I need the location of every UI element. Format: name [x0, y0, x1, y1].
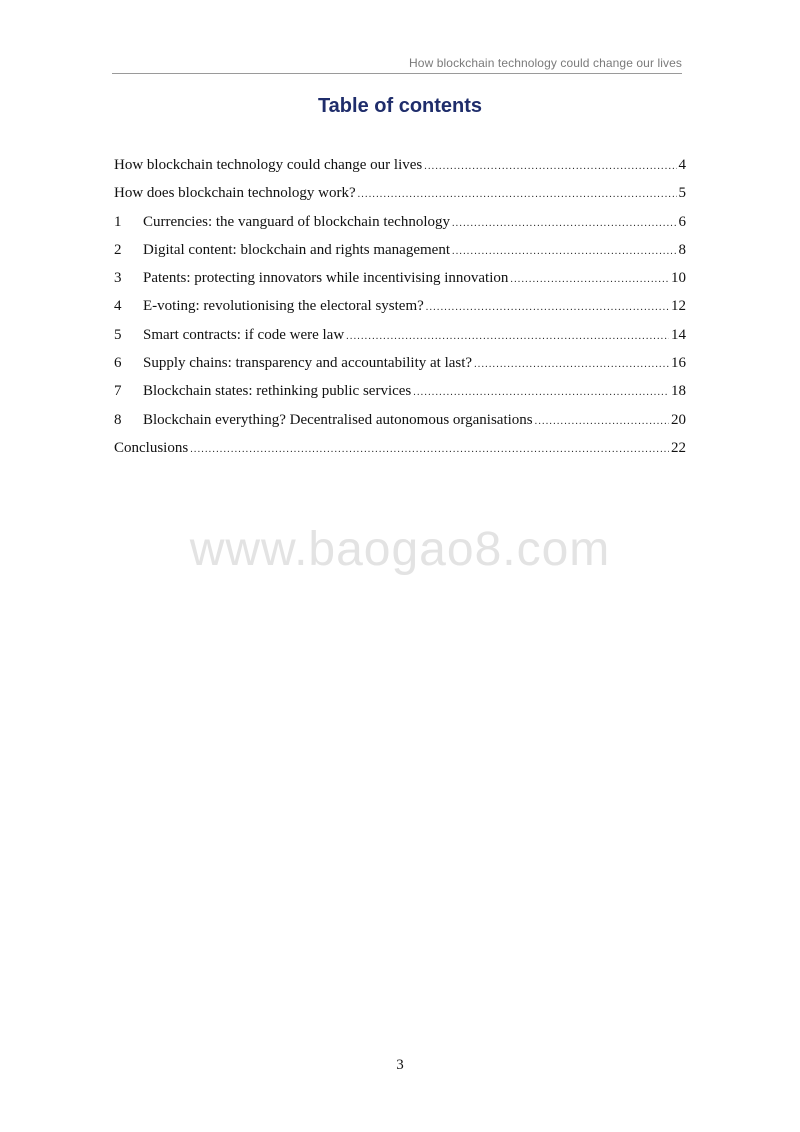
toc-entry-number: 5	[114, 326, 122, 343]
toc-entry[interactable]	[114, 182, 686, 210]
toc-page-number: 14	[671, 326, 686, 343]
toc-dot-leader	[535, 411, 669, 433]
toc-entry[interactable]	[114, 437, 686, 465]
toc-entry-title: E-voting: revolutionising the electoral system?	[143, 298, 424, 315]
toc-title: Table of contents	[317, 95, 483, 117]
toc-entry[interactable]	[114, 352, 686, 380]
toc-entry-title: Supply chains: transparency and accountability at last?	[143, 355, 473, 372]
toc-entry[interactable]	[114, 211, 686, 239]
toc-entry-title: Blockchain states: rethinking public services	[143, 383, 412, 400]
toc-dot-leader	[424, 156, 676, 178]
toc-dot-leader	[190, 439, 669, 461]
toc-entry[interactable]	[114, 324, 686, 352]
toc-dot-leader	[452, 241, 677, 263]
toc-page-number: 18	[671, 383, 686, 400]
toc-entry[interactable]	[114, 409, 686, 437]
toc-entry-number: 3	[114, 270, 122, 287]
toc-entry-title: Digital content: blockchain and rights management	[143, 241, 450, 258]
toc-entry[interactable]	[114, 154, 686, 182]
toc-dot-leader	[426, 297, 669, 319]
running-header: How blockchain technology could change our lives	[409, 56, 682, 70]
toc-page-number: 20	[671, 411, 686, 428]
toc-entry[interactable]	[114, 380, 686, 408]
toc-page-number: 5	[678, 185, 686, 202]
toc-page-number: 8	[678, 241, 686, 258]
toc-dot-leader	[413, 382, 669, 404]
header-rule	[112, 73, 682, 74]
toc-dot-leader	[346, 326, 669, 348]
toc-entry-title: Blockchain everything? Decentralised autonomous organisations	[143, 411, 533, 428]
toc-entry-title: Currencies: the vanguard of blockchain technology	[143, 213, 450, 230]
toc-entry-number: 2	[114, 241, 122, 258]
toc-entry-number: 6	[114, 355, 122, 372]
toc-entry-title: Smart contracts: if code were law	[143, 326, 345, 343]
toc-entry-title: Patents: protecting innovators while incentivising innovation	[143, 270, 509, 287]
toc-page-number: 4	[678, 157, 686, 173]
toc-dot-leader	[358, 184, 677, 206]
toc-entry-title: How does blockchain technology work?	[114, 185, 356, 202]
table-of-contents	[114, 154, 686, 465]
toc-page-number: 10	[671, 270, 686, 287]
toc-page-number: 6	[678, 213, 686, 230]
toc-entry-number: 4	[114, 298, 122, 315]
toc-dot-leader	[474, 354, 669, 376]
toc-entry[interactable]	[114, 295, 686, 323]
toc-entry-number: 7	[114, 383, 122, 400]
page-number: 3	[396, 1057, 404, 1073]
toc-entry-title: How blockchain technology could change our lives	[114, 157, 423, 173]
toc-page-number: 12	[671, 298, 686, 315]
toc-page-number: 22	[671, 439, 686, 456]
toc-dot-leader	[452, 213, 677, 235]
toc-entry[interactable]	[114, 239, 686, 267]
toc-entry[interactable]	[114, 267, 686, 295]
toc-entry-number: 8	[114, 411, 122, 428]
toc-entry-number: 1	[114, 213, 122, 230]
toc-entry-title: Conclusions	[114, 439, 189, 456]
watermark: www.baogao8.com	[189, 523, 611, 576]
toc-dot-leader	[510, 269, 669, 291]
toc-page-number: 16	[671, 355, 686, 372]
